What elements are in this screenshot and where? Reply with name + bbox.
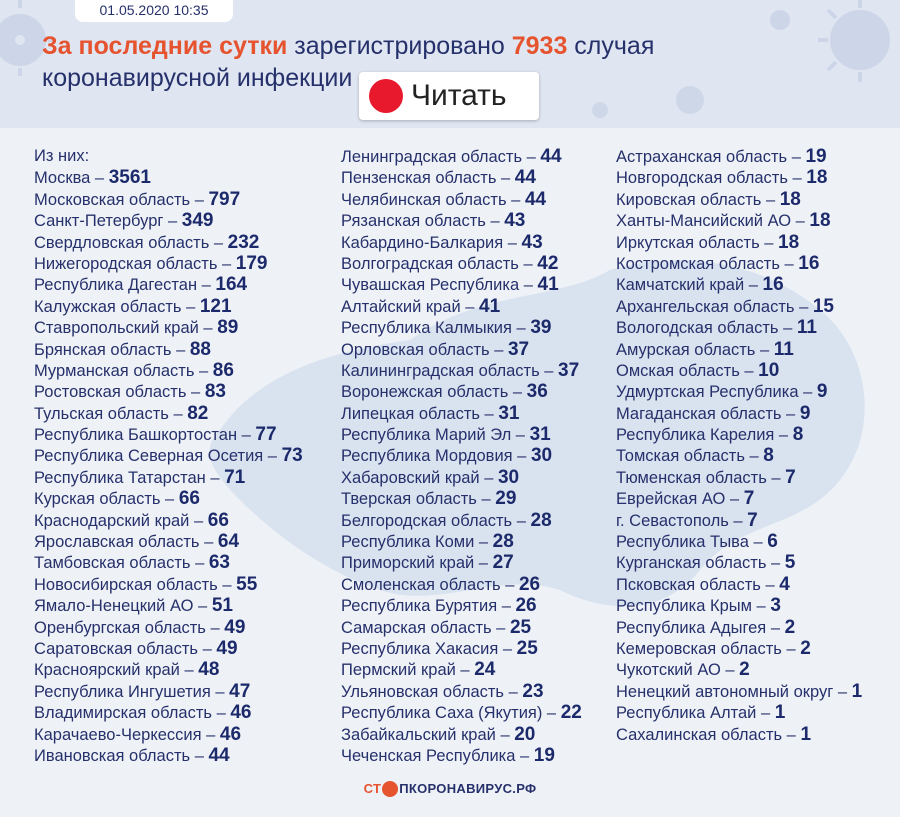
region-name: Республика Дагестан – [34, 276, 216, 295]
region-name: Волгоградская область – [341, 254, 538, 273]
region-count: 18 [809, 210, 831, 232]
region-row [341, 381, 582, 402]
footer [0, 780, 900, 798]
region-name: Калининградская область – [341, 361, 559, 380]
region-count: 66 [207, 509, 229, 531]
region-count: 7 [747, 509, 758, 531]
region-row [34, 702, 303, 723]
region-name: Республика Калмыкия – [341, 319, 531, 338]
region-row [616, 510, 862, 531]
region-row [34, 210, 303, 231]
region-count: 55 [236, 573, 258, 595]
region-name: Республика Татарстан – [34, 468, 225, 487]
region-count: 15 [812, 295, 834, 317]
region-name: Тульская область – [34, 404, 188, 423]
region-row [341, 531, 582, 552]
region-list-3 [616, 146, 862, 745]
region-count: 28 [492, 531, 514, 553]
region-name: Вологодская область – [616, 319, 797, 338]
region-row [341, 659, 582, 680]
region-row [341, 617, 582, 638]
region-name: Костромская область – [616, 254, 799, 273]
region-count: 36 [526, 381, 548, 403]
region-count: 23 [522, 680, 544, 702]
region-name: Новгородская область – [616, 169, 807, 188]
region-name: Чукотский АО – [616, 661, 740, 680]
region-column-3 [616, 146, 862, 745]
region-row [616, 445, 862, 466]
region-count: 44 [208, 744, 230, 766]
region-row [34, 745, 303, 766]
region-name: Курганская область – [616, 554, 785, 573]
region-name: Чувашская Республика – [341, 276, 538, 295]
region-name: Республика Алтай – [616, 704, 775, 723]
region-row [341, 702, 582, 723]
region-row [616, 552, 862, 573]
region-row [341, 339, 582, 360]
region-name: Омская область – [616, 361, 759, 380]
logo-left-text: СТ [363, 781, 382, 796]
region-count: 43 [504, 210, 526, 232]
region-row [34, 681, 303, 702]
region-count: 1 [800, 723, 812, 745]
region-row [616, 617, 862, 638]
region-count: 18 [806, 167, 828, 189]
region-row [616, 253, 862, 274]
region-count: 44 [524, 188, 547, 210]
region-row [34, 724, 303, 745]
region-name: Ненецкий автономный округ – [616, 682, 852, 701]
region-row [616, 659, 862, 680]
region-count: 63 [208, 552, 230, 574]
region-row [341, 210, 582, 231]
region-name: Мурманская область – [34, 361, 213, 380]
region-count: 49 [216, 637, 238, 659]
region-row [34, 424, 303, 445]
region-name: Кабардино-Балкария – [341, 233, 522, 252]
region-name: Кемеровская область – [616, 639, 801, 658]
region-count: 797 [208, 188, 241, 210]
region-count: 77 [255, 424, 277, 446]
region-name: Санкт-Петербург – [34, 212, 182, 231]
region-name: Владимирская область – [34, 704, 231, 723]
region-count: 30 [497, 466, 520, 488]
region-count: 73 [281, 445, 303, 467]
region-count: 31 [498, 402, 520, 424]
region-count: 30 [530, 445, 553, 467]
region-name: Рязанская область – [341, 212, 505, 231]
region-row [616, 189, 862, 210]
region-count: 3 [770, 595, 781, 617]
region-row [341, 574, 582, 595]
region-row [341, 681, 582, 702]
region-count: 24 [474, 659, 496, 681]
region-name: Республика Башкортостан – [34, 426, 256, 445]
region-name: Нижегородская область – [34, 254, 236, 273]
region-row [341, 189, 582, 210]
region-count: 43 [521, 231, 543, 253]
region-row [341, 274, 582, 295]
region-count: 179 [235, 252, 268, 274]
region-count: 41 [479, 295, 501, 317]
region-count: 7 [785, 466, 796, 488]
region-name: Чеченская Республика – [341, 746, 534, 765]
region-row [34, 595, 303, 616]
region-row [616, 681, 862, 702]
stopcoronavirus-logo[interactable] [364, 781, 537, 797]
region-count: 9 [816, 381, 828, 403]
region-row [34, 617, 303, 638]
region-name: Республика Саха (Якутия) – [341, 704, 561, 723]
region-count: 20 [514, 723, 536, 745]
region-row [34, 574, 303, 595]
region-row [341, 360, 582, 381]
region-name: Смоленская область – [341, 575, 519, 594]
region-row [616, 724, 862, 745]
region-count: 19 [533, 744, 555, 766]
region-name: Республика Адыгея – [616, 618, 785, 637]
region-name: Липецкая область – [341, 404, 499, 423]
region-name: Приморский край – [341, 554, 493, 573]
region-name: Орловская область – [341, 340, 508, 359]
region-name: Тверская область – [341, 490, 496, 509]
region-row [616, 424, 862, 445]
region-count: 66 [178, 488, 200, 510]
region-row [341, 467, 582, 488]
region-count: 37 [507, 338, 530, 360]
region-name: Республика Северная Осетия – [34, 447, 282, 466]
region-name: Республика Коми – [341, 533, 493, 552]
region-name: Удмуртская Республика – [616, 383, 817, 402]
region-count: 1 [774, 702, 786, 724]
region-name: Республика Марий Эл – [341, 426, 530, 445]
region-row [616, 167, 862, 188]
region-count: 89 [217, 317, 239, 339]
region-row [341, 232, 582, 253]
region-count: 8 [763, 445, 774, 467]
region-name: Краснодарский край – [34, 511, 208, 530]
region-count: 3561 [108, 167, 151, 189]
region-name: Самарская область – [341, 618, 510, 637]
region-row [34, 467, 303, 488]
region-row [341, 638, 582, 659]
region-count: 49 [224, 616, 246, 638]
region-count: 44 [540, 146, 562, 167]
region-count: 29 [495, 488, 517, 510]
region-row [616, 232, 862, 253]
region-row [341, 146, 582, 167]
region-count: 25 [516, 637, 538, 659]
region-row [341, 296, 582, 317]
column-intro: Из них: [34, 147, 90, 165]
region-name: Курская область – [34, 490, 179, 509]
page-title [42, 30, 654, 62]
date-timestamp: 01.05.2020 10:35 [75, 0, 233, 22]
region-row [34, 296, 303, 317]
region-count: 121 [199, 295, 232, 317]
region-name: Карачаево-Черкессия – [34, 725, 220, 744]
region-count: 46 [230, 702, 252, 724]
region-name: Челябинская область – [341, 190, 525, 209]
region-name: Республика Тыва – [616, 533, 768, 552]
region-name: Ивановская область – [34, 746, 209, 765]
headline-total: 7933 [511, 32, 568, 60]
region-count: 16 [798, 252, 820, 274]
region-count: 42 [537, 252, 559, 274]
headline-mid: зарегистрировано [287, 32, 512, 60]
region-row [616, 296, 862, 317]
region-count: 44 [514, 167, 536, 189]
region-count: 86 [212, 359, 234, 381]
region-name: Воронежская область – [341, 383, 527, 402]
region-row [616, 210, 862, 231]
region-count: 4 [779, 573, 790, 595]
region-count: 47 [229, 680, 251, 702]
region-name: Республика Ингушетия – [34, 682, 230, 701]
region-row [34, 253, 303, 274]
region-name: Алтайский край – [341, 297, 480, 316]
region-name: Еврейская АО – [616, 490, 744, 509]
region-row [34, 232, 303, 253]
read-button[interactable] [359, 72, 539, 120]
headline-accent: За последние сутки [42, 32, 288, 60]
region-list-1 [34, 167, 303, 766]
region-count: 22 [560, 702, 582, 724]
region-row [341, 167, 582, 188]
region-row [34, 403, 303, 424]
region-name: Сахалинская область – [616, 725, 801, 744]
region-name: Республика Мордовия – [341, 447, 531, 466]
region-name: Новосибирская область – [34, 575, 237, 594]
region-name: Красноярский край – [34, 661, 199, 680]
region-count: 26 [518, 573, 541, 595]
region-list-2 [341, 146, 582, 766]
region-name: Забайкальский край – [341, 725, 515, 744]
region-row [341, 488, 582, 509]
region-row [616, 467, 862, 488]
region-count: 7 [743, 488, 755, 510]
region-row [341, 445, 582, 466]
region-column-2 [341, 146, 582, 766]
region-count: 82 [187, 402, 209, 424]
region-row [34, 360, 303, 381]
region-row [616, 274, 862, 295]
region-row [34, 531, 303, 552]
headline-line2: коронавирусной инфекции [42, 64, 353, 92]
read-button-label: Читать [411, 79, 507, 112]
region-count: 16 [762, 274, 784, 296]
region-row [616, 595, 862, 616]
region-name: Ленинградская область – [341, 148, 541, 166]
region-count: 88 [189, 338, 211, 360]
region-count: 2 [800, 637, 811, 659]
region-count: 41 [537, 274, 559, 296]
region-name: Ямало-Ненецкий АО – [34, 597, 212, 616]
region-count: 51 [211, 595, 233, 617]
region-row [616, 403, 862, 424]
region-count: 11 [796, 317, 817, 339]
region-count: 18 [778, 231, 800, 253]
region-name: Республика Бурятия – [341, 597, 516, 616]
region-count: 8 [792, 424, 804, 446]
region-count: 232 [227, 231, 260, 253]
region-row [34, 189, 303, 210]
region-name: Москва – [34, 169, 109, 188]
region-row [341, 510, 582, 531]
region-row [616, 339, 862, 360]
region-count: 6 [767, 531, 778, 553]
region-name: Кировская область – [616, 190, 780, 209]
region-name: Ульяновская область – [341, 682, 523, 701]
region-name: Свердловская область – [34, 233, 228, 252]
region-name: Тамбовская область – [34, 554, 209, 573]
region-name: Пензенская область – [341, 169, 515, 188]
region-name: Брянская область – [34, 340, 190, 359]
region-row [616, 574, 862, 595]
region-count: 2 [784, 616, 796, 638]
region-row [341, 595, 582, 616]
region-row [341, 724, 582, 745]
headline-end: случая [567, 32, 655, 60]
region-name: Белгородская область – [341, 511, 531, 530]
region-count: 9 [799, 402, 811, 424]
region-row [616, 146, 862, 167]
region-count: 64 [217, 531, 240, 553]
region-count: 25 [509, 616, 532, 638]
record-dot-icon [369, 79, 403, 113]
region-row [616, 638, 862, 659]
region-name: Иркутская область – [616, 233, 779, 252]
region-row [34, 339, 303, 360]
region-name: Тюменская область – [616, 468, 786, 487]
region-row [616, 488, 862, 509]
region-count: 18 [779, 188, 801, 210]
region-count: 71 [224, 466, 246, 488]
region-name: Саратовская область – [34, 639, 217, 658]
region-name: Пермский край – [341, 661, 475, 680]
region-row [34, 381, 303, 402]
region-name: Оренбургская область – [34, 618, 225, 637]
region-row [341, 403, 582, 424]
region-name: Московская область – [34, 190, 209, 209]
region-row [34, 317, 303, 338]
region-row [341, 745, 582, 766]
region-name: Томская область – [616, 447, 764, 466]
region-row [34, 445, 303, 466]
region-row [616, 702, 862, 723]
region-row [341, 317, 582, 338]
region-row [34, 552, 303, 573]
region-name: Астраханская область – [616, 148, 806, 166]
region-row [34, 510, 303, 531]
region-name: Республика Крым – [616, 597, 771, 616]
region-count: 1 [851, 680, 863, 702]
region-count: 37 [558, 359, 580, 381]
region-count: 2 [739, 659, 750, 681]
region-count: 48 [198, 659, 220, 681]
region-count: 39 [530, 317, 552, 339]
region-count: 83 [204, 381, 226, 403]
region-row [616, 531, 862, 552]
region-name: Магаданская область – [616, 404, 800, 423]
region-name: Камчатский край – [616, 276, 763, 295]
region-count: 11 [773, 338, 794, 360]
region-row [341, 552, 582, 573]
region-count: 164 [215, 274, 248, 296]
region-name: г. Севастополь – [616, 511, 748, 530]
region-row [34, 638, 303, 659]
region-count: 46 [219, 723, 242, 745]
region-name: Хабаровский край – [341, 468, 498, 487]
region-name: Республика Хакасия – [341, 639, 517, 658]
region-column-1 [34, 146, 303, 766]
region-count: 5 [784, 552, 796, 574]
region-count: 349 [181, 210, 214, 232]
region-row [34, 274, 303, 295]
region-row [34, 659, 303, 680]
region-row [616, 381, 862, 402]
region-name: Республика Карелия – [616, 426, 793, 445]
region-count: 10 [758, 359, 780, 381]
virus-logo-icon [382, 781, 398, 797]
region-row [341, 253, 582, 274]
region-count: 26 [515, 595, 537, 617]
region-name: Архангельская область – [616, 297, 813, 316]
region-count: 27 [492, 552, 514, 574]
region-name: Ростовская область – [34, 383, 205, 402]
region-name: Ханты-Мансийский АО – [616, 212, 810, 231]
logo-right-text: ПКОРОНАВИРУС.РФ [399, 781, 537, 796]
region-row [34, 488, 303, 509]
region-row [616, 317, 862, 338]
region-row [34, 167, 303, 188]
region-name: Псковская область – [616, 575, 780, 594]
region-count: 19 [805, 146, 827, 167]
region-row [616, 360, 862, 381]
region-name: Ставропольский край – [34, 319, 218, 338]
region-count: 28 [530, 509, 552, 531]
region-name: Амурская область – [616, 340, 774, 359]
region-count: 31 [529, 424, 551, 446]
region-row [341, 424, 582, 445]
region-name: Ярославская область – [34, 533, 218, 552]
region-name: Калужская область – [34, 297, 200, 316]
